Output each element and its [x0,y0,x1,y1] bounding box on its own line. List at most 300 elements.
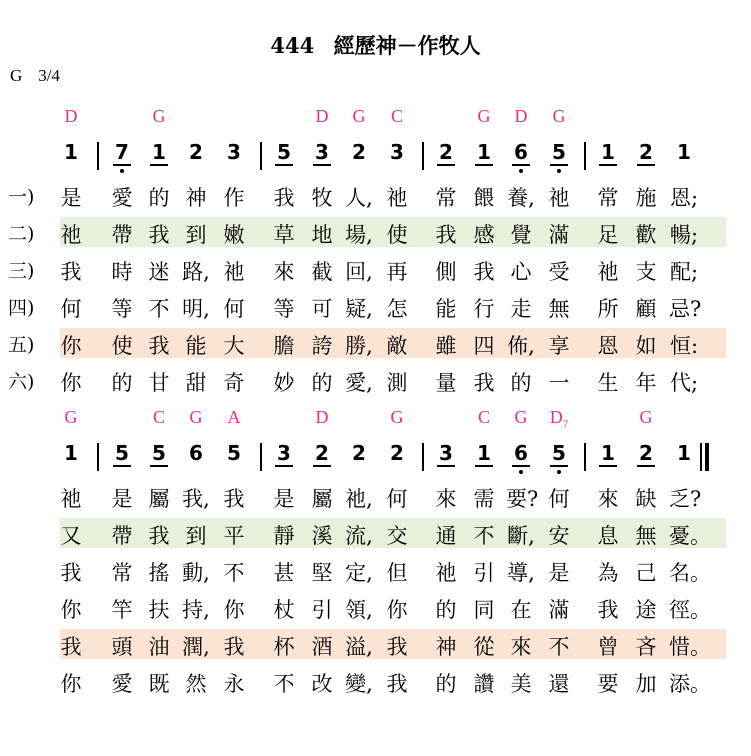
note-digit: 2 [390,441,404,465]
lyric-syllable: 受 [548,260,570,284]
lyric-syllable: 無 [548,297,570,321]
lyric-syllable: 祂 [223,260,245,284]
bar-line [422,443,424,471]
lyric-syllable: 惜。 [669,635,711,659]
lyric-syllable: 我 [223,487,245,511]
note-digit: 6 [514,140,528,164]
chord-symbol [176,407,216,428]
lyric-syllable: 祂 [597,260,619,284]
chord-root: G [639,407,653,427]
lyric-syllable: 感 [473,223,495,247]
lyric-syllable: 恒: [669,334,699,358]
lyric-syllable: 誇 [311,334,333,358]
lyric-syllable: 滿 [548,223,570,247]
lyric-syllable: 平 [223,524,245,548]
lyric-syllable: 不 [223,561,245,585]
note-digit: 2 [315,441,329,465]
lyric-syllable: 牧 [311,186,333,210]
lyric-syllable: 我, [182,487,210,511]
lyric-syllable: 你 [60,598,82,622]
chord-root: G [390,407,404,427]
chord-symbol [464,407,504,428]
lyric-syllable: 甜 [185,371,207,395]
bar-line [260,443,262,471]
jianpu-note [669,441,699,465]
lyric-syllable: 到 [185,524,207,548]
lyric-syllable: 常 [111,561,133,585]
lyric-syllable: 甘 [148,371,170,395]
lyric-syllable: 潤, [182,635,210,659]
lyric-syllable: 你 [60,672,82,696]
note-digit: 1 [601,140,615,164]
chord-symbol [139,106,179,127]
lyric-syllable: 是 [60,186,82,210]
chord-symbol [464,106,504,127]
lyric-syllable: 但 [386,561,408,585]
lyric-syllable: 在 [510,598,532,622]
lyric-syllable: 的 [311,371,333,395]
verse-label: 一) [8,186,35,208]
lyric-syllable: 的 [435,598,457,622]
lower-octave-dot [120,169,124,173]
note-digit: 3 [315,140,329,164]
lyric-syllable: 生 [597,371,619,395]
lyric-syllable: 我 [386,635,408,659]
lyric-syllable: 搖 [148,561,170,585]
jianpu-note [307,140,337,164]
lyric-syllable: 滿 [548,598,570,622]
lyric-syllable: 你 [223,598,245,622]
note-digit: 2 [189,140,203,164]
lyric-syllable: 不 [548,635,570,659]
chord-symbol [501,407,541,428]
lyric-syllable: 能 [185,334,207,358]
jianpu-note [181,140,211,164]
lyric-syllable: 你 [386,598,408,622]
bar-line [97,443,99,471]
chord-root: C [390,106,403,126]
lyric-syllable: 杖 [273,598,295,622]
lyric-syllable: 恩 [597,334,619,358]
lyric-syllable: 靜 [273,524,295,548]
lyric-syllable: 場, [345,223,373,247]
chord-symbol [377,106,417,127]
lyric-syllable: 是 [111,487,133,511]
note-digit: 1 [477,140,491,164]
jianpu-note [469,441,499,465]
jianpu-note [382,140,412,164]
lyric-syllable: 我 [223,635,245,659]
lyric-syllable: 妙 [273,371,295,395]
final-bar-thick [705,443,709,471]
lyric-syllable: 我 [60,561,82,585]
jianpu-note [307,441,337,465]
note-digit: 7 [115,140,129,164]
lyric-syllable: 同 [473,598,495,622]
lyric-syllable: 我 [386,672,408,696]
lyric-syllable: 明, [182,297,210,321]
lyric-syllable: 支 [635,260,657,284]
lyric-syllable: 不 [473,524,495,548]
lyric-syllable: 我 [148,524,170,548]
jianpu-note [144,441,174,465]
lyric-syllable: 然 [185,672,207,696]
lyric-syllable: 時 [111,260,133,284]
jianpu-note [431,441,461,465]
lyric-syllable: 餵 [473,186,495,210]
chord-symbol [139,407,179,428]
note-digit: 5 [277,140,291,164]
lyric-syllable: 的 [111,371,133,395]
lyric-syllable: 所 [597,297,619,321]
lyric-syllable: 我 [148,223,170,247]
chord-root: G [352,106,366,126]
chord-symbol [214,407,254,428]
note-digit: 1 [64,441,78,465]
lyric-syllable: 回, [345,260,373,284]
lyric-syllable: 大 [223,334,245,358]
lyric-syllable: 吝 [635,635,657,659]
lyric-syllable: 量 [435,371,457,395]
hymn-title [0,30,751,60]
chord-root: G [552,106,566,126]
lyric-syllable: 乏? [669,487,702,511]
note-digit: 2 [639,140,653,164]
lyric-syllable: 添。 [669,672,711,696]
lyric-syllable: 四 [473,334,495,358]
chord-symbol [302,106,342,127]
note-digit: 3 [439,441,453,465]
lyric-syllable: 的 [148,186,170,210]
lyric-syllable: 扶 [148,598,170,622]
lyric-syllable: 屬 [311,487,333,511]
lyric-syllable: 流, [345,524,373,548]
chord-root: G [64,407,78,427]
lyric-syllable: 屬 [148,487,170,511]
lyric-syllable: 行 [473,297,495,321]
jianpu-note [107,441,137,465]
lyric-syllable: 名。 [669,561,711,585]
chord-root: G [189,407,203,427]
lyric-syllable: 溢, [345,635,373,659]
key-tonality: G [10,66,23,85]
lyric-syllable: 祂 [60,487,82,511]
lyric-syllable: 我 [473,371,495,395]
lyric-syllable: 通 [435,524,457,548]
lyric-syllable: 忌? [669,297,702,321]
lyric-syllable: 暢; [669,223,699,247]
lyric-syllable: 的 [435,672,457,696]
lower-octave-dot [557,169,561,173]
lyric-syllable: 美 [510,672,532,696]
chord-symbol [302,407,342,428]
lyric-syllable: 來 [273,260,295,284]
chord-symbol [626,407,666,428]
lyric-syllable: 不 [273,672,295,696]
lyric-syllable: 既 [148,672,170,696]
jianpu-note [469,140,499,164]
jianpu-note [344,441,374,465]
lower-octave-dot [519,470,523,474]
lyric-syllable: 何 [386,487,408,511]
note-digit: 1 [477,441,491,465]
lyric-syllable: 迷 [148,260,170,284]
jianpu-note [56,441,86,465]
lyric-syllable: 途 [635,598,657,622]
chord-root: D [64,106,78,126]
note-digit: 5 [552,140,566,164]
jianpu-note [107,140,137,164]
jianpu-note [56,140,86,164]
chord-root: D [315,407,329,427]
lyric-syllable: 讚 [473,672,495,696]
lyric-syllable: 我 [597,598,619,622]
jianpu-note [344,140,374,164]
lyric-syllable: 祂, [345,487,373,511]
lyric-syllable: 持, [182,598,210,622]
lyric-syllable: 年 [635,371,657,395]
note-digit: 6 [514,441,528,465]
lyric-syllable: 領, [345,598,373,622]
lyric-syllable: 動, [182,561,210,585]
lyric-syllable: 何 [223,297,245,321]
lyric-syllable: 無 [635,524,657,548]
lyric-syllable: 是 [548,561,570,585]
lyric-syllable: 顧 [635,297,657,321]
lyric-syllable: 需 [473,487,495,511]
hymn-number: 444 [270,33,315,58]
note-digit: 2 [352,441,366,465]
lyric-syllable: 改 [311,672,333,696]
jianpu-note [269,441,299,465]
lyric-syllable: 徑。 [669,598,711,622]
lyric-syllable: 不 [148,297,170,321]
lyric-syllable: 何 [548,487,570,511]
lyric-syllable: 愛 [111,672,133,696]
lyric-syllable: 甚 [273,561,295,585]
note-digit: 5 [152,441,166,465]
chord-symbol [51,407,91,428]
lyric-syllable: 疑, [345,297,373,321]
lyric-syllable: 祂 [548,186,570,210]
jianpu-note [382,441,412,465]
lyric-syllable: 安 [548,524,570,548]
note-digit: 3 [390,140,404,164]
lyric-syllable: 加 [635,672,657,696]
lyric-syllable: 嫩 [223,223,245,247]
lower-octave-dot [519,169,523,173]
verse-label: 四) [8,297,35,319]
time-signature: 3/4 [38,66,61,85]
bar-line [422,142,424,170]
lyric-syllable: 永 [223,672,245,696]
jianpu-note [181,441,211,465]
lyric-syllable: 怎 [386,297,408,321]
lyric-syllable: 堅 [311,561,333,585]
jianpu-note [144,140,174,164]
lyric-syllable: 定, [345,561,373,585]
chord-symbol [501,106,541,127]
lyric-syllable: 憂。 [669,524,711,548]
chord-symbol [51,106,91,127]
lower-octave-dot [557,470,561,474]
note-digit: 2 [639,441,653,465]
lyric-syllable: 人, [345,186,373,210]
lyric-syllable: 頭 [111,635,133,659]
jianpu-note [631,140,661,164]
chord-root: D [514,106,528,126]
jianpu-note [269,140,299,164]
jianpu-note [593,140,623,164]
lyric-syllable: 享 [548,334,570,358]
note-digit: 1 [677,441,691,465]
lyric-syllable: 奇 [223,371,245,395]
lyric-syllable: 我 [60,260,82,284]
lyric-syllable: 油 [148,635,170,659]
note-digit: 1 [64,140,78,164]
bar-line [260,142,262,170]
final-bar-thin [700,443,702,471]
note-digit: 1 [152,140,166,164]
lyric-syllable: 等 [273,297,295,321]
lyric-syllable: 能 [435,297,457,321]
lyric-syllable: 來 [435,487,457,511]
lyric-syllable: 足 [597,223,619,247]
verse-label: 三) [8,260,35,282]
chord-symbol [539,407,579,431]
lyric-syllable: 配; [669,260,699,284]
lyric-syllable: 溪 [311,524,333,548]
chord-root: G [477,106,491,126]
verse-label: 五) [8,334,35,356]
lyric-syllable: 來 [510,635,532,659]
jianpu-note [431,140,461,164]
lyric-syllable: 杯 [273,635,295,659]
lyric-syllable: 我 [435,223,457,247]
note-digit: 5 [115,441,129,465]
lyric-syllable: 測 [386,371,408,395]
lyric-syllable: 截 [311,260,333,284]
lyric-syllable: 可 [311,297,333,321]
lyric-syllable: 佈, [507,334,535,358]
lyric-syllable: 己 [635,561,657,585]
lyric-syllable: 愛 [111,186,133,210]
key-signature [10,66,60,86]
chord-root: C [152,407,165,427]
lyric-syllable: 祂 [435,561,457,585]
lyric-syllable: 雖 [435,334,457,358]
jianpu-note [506,441,536,465]
chord-extension: 7 [562,418,569,431]
lyric-syllable: 神 [435,635,457,659]
lyric-syllable: 帶 [111,524,133,548]
jianpu-note [593,441,623,465]
lyric-syllable: 愛, [345,371,373,395]
hymn-name: 經歷神－作牧人 [333,33,481,58]
chord-root: G [152,106,166,126]
lyric-syllable: 膽 [273,334,295,358]
lyric-syllable: 等 [111,297,133,321]
lyric-syllable: 還 [548,672,570,696]
jianpu-note [506,140,536,164]
jianpu-note [669,140,699,164]
lyric-syllable: 的 [510,371,532,395]
bar-line [584,142,586,170]
lyric-syllable: 引 [473,561,495,585]
chord-root: D [315,106,329,126]
lyric-syllable: 祂 [386,186,408,210]
lyric-syllable: 神 [185,186,207,210]
lyric-syllable: 作 [223,186,245,210]
lyric-syllable: 酒 [311,635,333,659]
lyric-syllable: 代; [669,371,699,395]
bar-line [584,443,586,471]
jianpu-note [544,441,574,465]
lyric-syllable: 曾 [597,635,619,659]
jianpu-note [219,140,249,164]
lyric-syllable: 勝, [345,334,373,358]
chord-symbol [339,106,379,127]
note-digit: 2 [352,140,366,164]
lyric-syllable: 走 [510,297,532,321]
lyric-syllable: 歡 [635,223,657,247]
lyric-syllable: 路, [182,260,210,284]
lyric-syllable: 變, [345,672,373,696]
lyric-syllable: 側 [435,260,457,284]
lyric-syllable: 一 [548,371,570,395]
jianpu-note [631,441,661,465]
chord-root: C [477,407,490,427]
lyric-syllable: 我 [148,334,170,358]
chord-root: D [549,407,563,427]
lyric-syllable: 祂 [60,223,82,247]
verse-label: 六) [8,371,35,393]
lyric-syllable: 交 [386,524,408,548]
lyric-syllable: 常 [597,186,619,210]
lyric-syllable: 斷, [507,524,535,548]
lyric-syllable: 如 [635,334,657,358]
lyric-syllable: 心 [510,260,532,284]
verse-label: 二) [8,223,35,245]
chord-root: A [227,407,241,427]
lyric-syllable: 又 [60,524,82,548]
lyric-syllable: 使 [111,334,133,358]
lyric-syllable: 我 [60,635,82,659]
lyric-syllable: 息 [597,524,619,548]
lyric-syllable: 要? [506,487,539,511]
lyric-syllable: 要 [597,672,619,696]
lyric-syllable: 缺 [635,487,657,511]
lyric-syllable: 再 [386,260,408,284]
lyric-syllable: 到 [185,223,207,247]
lyric-syllable: 何 [60,297,82,321]
lyric-syllable: 導, [507,561,535,585]
lyric-syllable: 恩; [669,186,699,210]
lyric-syllable: 敵 [386,334,408,358]
note-digit: 1 [601,441,615,465]
lyric-syllable: 使 [386,223,408,247]
lyric-syllable: 從 [473,635,495,659]
lyric-syllable: 草 [273,223,295,247]
lyric-syllable: 施 [635,186,657,210]
lyric-syllable: 是 [273,487,295,511]
chord-symbol [539,106,579,127]
lyric-syllable: 常 [435,186,457,210]
note-digit: 5 [227,441,241,465]
note-digit: 2 [439,140,453,164]
lyric-syllable: 你 [60,371,82,395]
chord-root: G [514,407,528,427]
